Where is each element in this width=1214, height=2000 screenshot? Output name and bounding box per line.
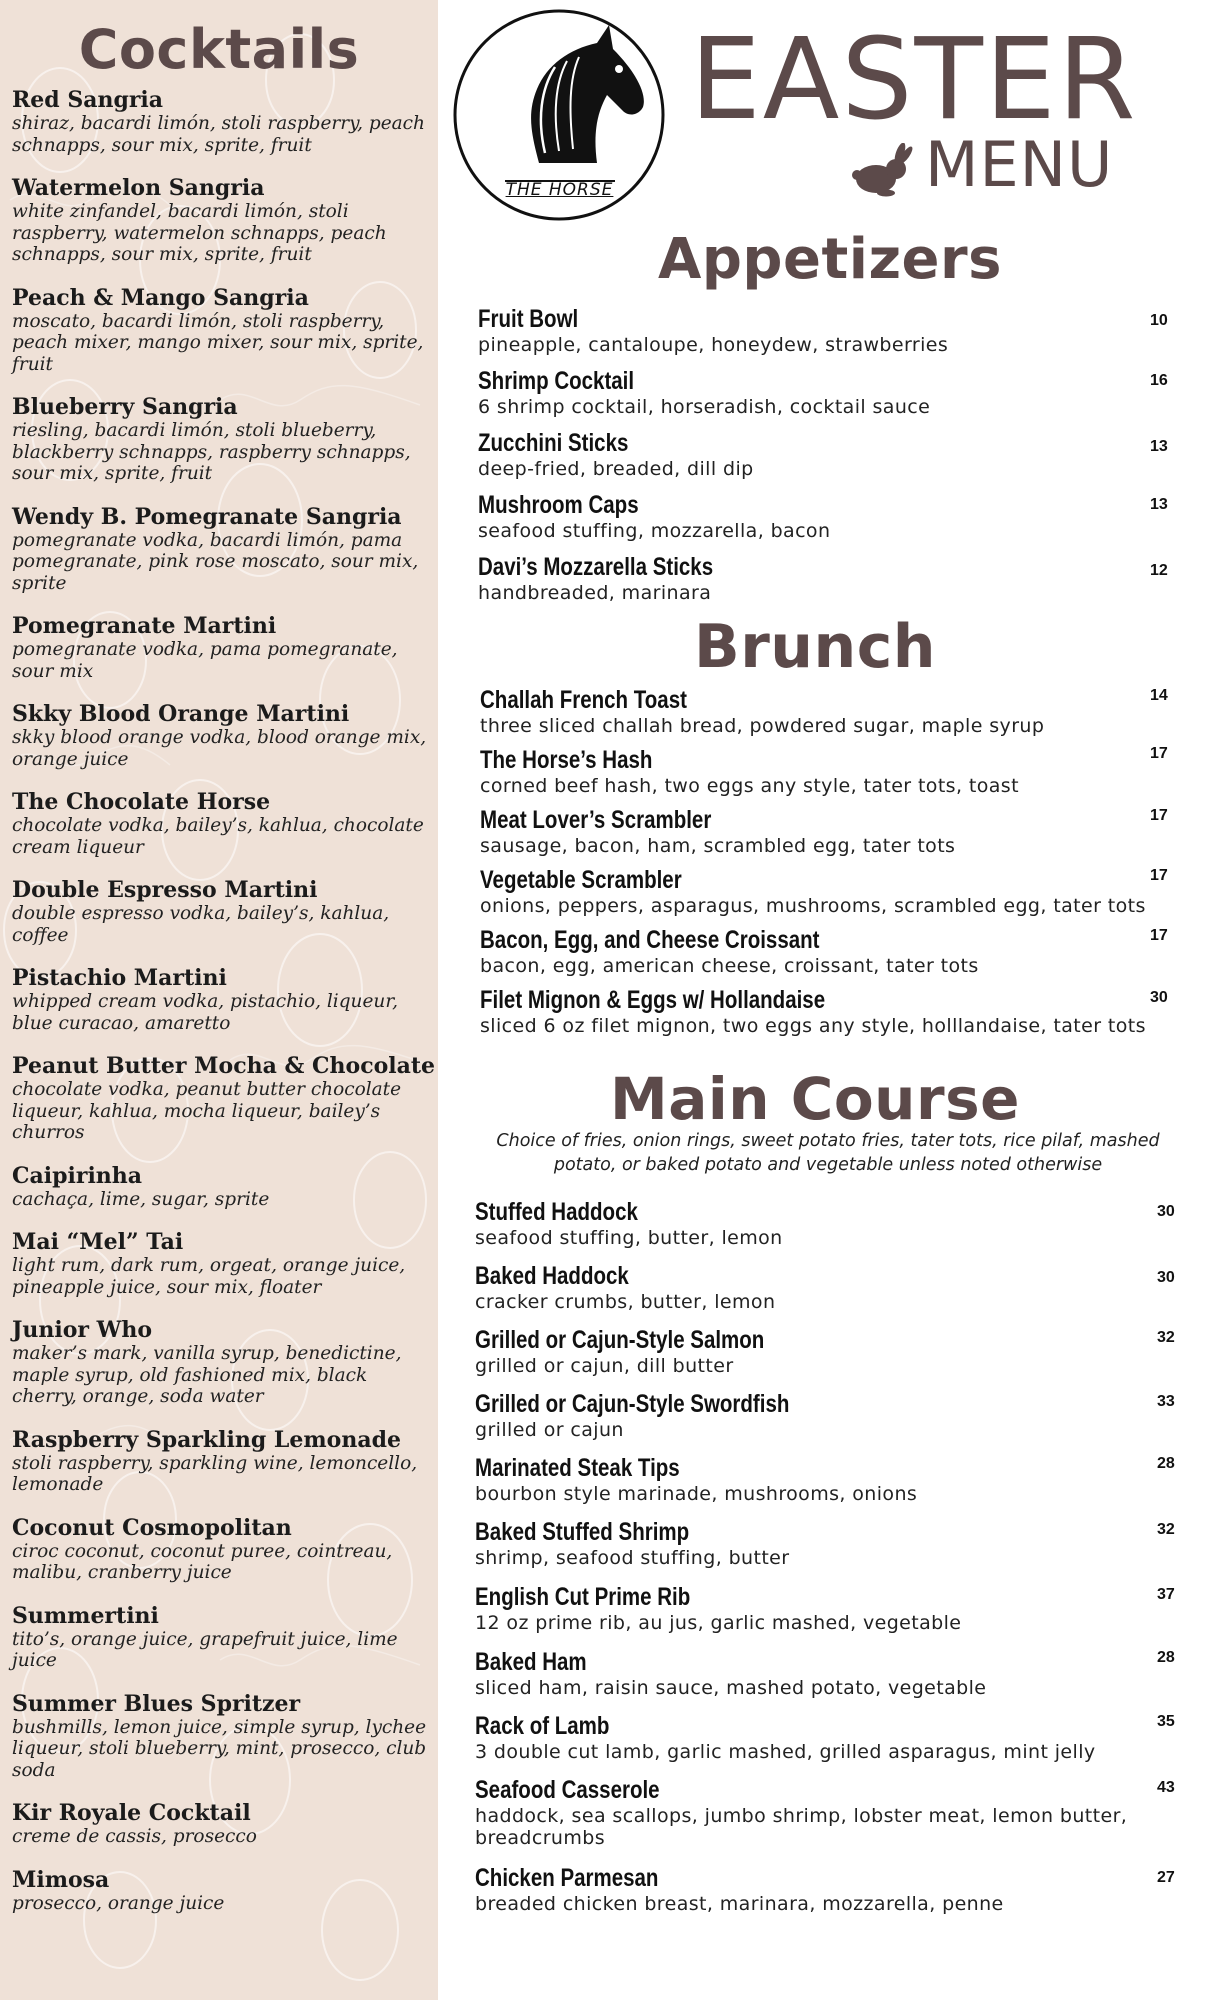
item-price: 28 bbox=[1157, 1649, 1175, 1666]
cocktail-item bbox=[12, 702, 437, 770]
cocktail-description: skky blood orange vodka, blood orange mix, orange juice bbox=[12, 727, 427, 770]
item-price: 32 bbox=[1157, 1521, 1175, 1538]
cocktails-panel bbox=[0, 0, 438, 2000]
cocktail-description: prosecco, orange juice bbox=[12, 1892, 225, 1914]
menu-item bbox=[475, 1325, 1175, 1377]
cocktail-item bbox=[12, 1054, 437, 1144]
item-name: Bacon, Egg, and Cheese Croissant bbox=[480, 926, 820, 954]
item-description: sliced ham, raisin sauce, mashed potato, vegetable bbox=[475, 1677, 987, 1699]
item-name: Grilled or Cajun-Style Salmon bbox=[475, 1326, 765, 1354]
cocktail-description: moscato, bacardi limón, stoli raspberry, peach mixer, mango mixer, sour mix, sprite, fruit bbox=[12, 310, 424, 375]
cocktail-item bbox=[12, 614, 437, 682]
cocktail-name: Raspberry Sparkling Lemonade bbox=[12, 1426, 401, 1453]
item-price: 43 bbox=[1157, 1779, 1175, 1796]
cocktail-name: Watermelon Sangria bbox=[12, 175, 265, 201]
item-description: cracker crumbs, butter, lemon bbox=[475, 1291, 776, 1313]
item-price: 17 bbox=[1150, 807, 1168, 824]
the-horse-logo bbox=[447, 3, 672, 228]
item-price: 30 bbox=[1157, 1269, 1175, 1286]
menu-item bbox=[475, 1389, 1175, 1441]
item-description: sausage, bacon, ham, scrambled egg, tater tots bbox=[480, 835, 956, 857]
item-description: three sliced challah bread, powdered sugar, maple syrup bbox=[480, 715, 1045, 737]
menu-item bbox=[475, 1582, 1175, 1634]
item-description: seafood stuffing, mozzarella, bacon bbox=[478, 520, 831, 542]
cocktail-item bbox=[12, 1428, 437, 1496]
item-description: grilled or cajun bbox=[475, 1419, 624, 1441]
item-price: 13 bbox=[1150, 438, 1168, 455]
cocktail-name: Junior Who bbox=[12, 1317, 153, 1343]
item-price: 13 bbox=[1150, 496, 1168, 513]
cocktail-description: pomegranate vodka, pama pomegranate, sour mix bbox=[12, 639, 398, 682]
item-price: 14 bbox=[1150, 687, 1168, 704]
cocktail-description: whipped cream vodka, pistachio, liqueur, blue curacao, amaretto bbox=[12, 991, 399, 1034]
item-name: Filet Mignon & Eggs w/ Hollandaise bbox=[480, 986, 826, 1014]
cocktail-name: Mai “Mel” Tai bbox=[12, 1229, 184, 1255]
item-description: seafood stuffing, butter, lemon bbox=[475, 1227, 783, 1249]
cocktail-name: Summertini bbox=[12, 1602, 159, 1629]
easter-title: EASTER bbox=[690, 15, 1138, 145]
item-name: Rack of Lamb bbox=[475, 1712, 610, 1740]
item-name: Chicken Parmesan bbox=[475, 1864, 659, 1892]
cocktail-item bbox=[12, 1692, 437, 1782]
item-description: handbreaded, marinara bbox=[478, 582, 712, 604]
item-price: 30 bbox=[1150, 989, 1168, 1006]
cocktail-name: Wendy B. Pomegranate Sangria bbox=[12, 503, 402, 530]
cocktail-description: bushmills, lemon juice, simple syrup, lychee liqueur, stoli blueberry, mint, prosecco, club soda bbox=[12, 1716, 427, 1781]
menu-item bbox=[478, 428, 1178, 480]
cocktail-name: Caipirinha bbox=[12, 1162, 143, 1189]
cocktail-item bbox=[12, 1230, 437, 1298]
item-price: 30 bbox=[1157, 1203, 1175, 1220]
cocktail-name: Pomegranate Martini bbox=[12, 613, 277, 639]
item-name: Davi’s Mozzarella Sticks bbox=[478, 553, 714, 581]
cocktail-description: stoli raspberry, sparkling wine, lemoncello, lemonade bbox=[12, 1452, 418, 1495]
main-course-heading: Main Course bbox=[610, 1065, 1020, 1133]
item-description: corned beef hash, two eggs any style, tater tots, toast bbox=[480, 775, 1019, 797]
cocktail-item bbox=[12, 1516, 437, 1584]
item-price: 12 bbox=[1150, 562, 1168, 579]
item-description: 3 double cut lamb, garlic mashed, grilled asparagus, mint jelly bbox=[475, 1741, 1096, 1763]
cocktail-item bbox=[12, 790, 437, 858]
item-price: 35 bbox=[1157, 1713, 1175, 1730]
cocktail-name: Skky Blood Orange Martini bbox=[12, 701, 350, 727]
menu-item bbox=[478, 490, 1178, 542]
menu-item bbox=[478, 366, 1178, 418]
cocktail-description: shiraz, bacardi limón, stoli raspberry, peach schnapps, sour mix, sprite, fruit bbox=[12, 113, 425, 156]
menu-item bbox=[475, 1517, 1175, 1569]
cocktail-name: Kir Royale Cocktail bbox=[12, 1800, 251, 1826]
cocktail-name: Coconut Cosmopolitan bbox=[12, 1514, 292, 1541]
item-price: 33 bbox=[1157, 1393, 1175, 1410]
cocktail-description: tito’s, orange juice, grapefruit juice, lime juice bbox=[12, 1628, 398, 1671]
menu-item bbox=[480, 685, 1180, 737]
cocktail-item bbox=[12, 286, 437, 376]
cocktail-description: pomegranate vodka, bacardi limón, pama pomegranate, pink rose moscato, sour mix, sprite bbox=[12, 529, 419, 594]
item-description: deep-fried, breaded, dill dip bbox=[478, 458, 754, 480]
item-name: Baked Haddock bbox=[475, 1262, 629, 1290]
item-name: Mushroom Caps bbox=[478, 491, 639, 519]
item-description: 12 oz prime rib, au jus, garlic mashed, vegetable bbox=[475, 1612, 962, 1634]
cocktail-description: white zinfandel, bacardi limón, stoli raspberry, watermelon schnapps, peach schnapps, sour mix, sprite, fruit bbox=[12, 201, 387, 265]
item-price: 17 bbox=[1150, 867, 1168, 884]
cocktail-item bbox=[12, 1868, 437, 1915]
menu-item bbox=[480, 925, 1180, 977]
cocktail-description: riesling, bacardi limón, stoli blueberry, blackberry schnapps, raspberry schnapps, sour mix, sprite, fruit bbox=[12, 420, 411, 484]
item-name: The Horse’s Hash bbox=[480, 746, 653, 774]
cocktail-name: Double Espresso Martini bbox=[12, 877, 318, 903]
menu-item bbox=[475, 1711, 1175, 1763]
item-name: Challah French Toast bbox=[480, 686, 687, 714]
item-description: bacon, egg, american cheese, croissant, tater tots bbox=[480, 955, 979, 977]
cocktail-description: creme de cassis, prosecco bbox=[12, 1826, 257, 1847]
cocktail-item bbox=[12, 88, 437, 156]
cocktail-name: Peanut Butter Mocha & Chocolate bbox=[12, 1053, 436, 1079]
menu-item bbox=[480, 805, 1180, 857]
menu-item bbox=[478, 304, 1178, 356]
item-name: Baked Ham bbox=[475, 1648, 587, 1676]
appetizers-heading: Appetizers bbox=[658, 227, 1002, 292]
item-description: pineapple, cantaloupe, honeydew, strawberries bbox=[478, 334, 949, 356]
cocktail-item bbox=[12, 395, 437, 485]
menu-item bbox=[475, 1453, 1175, 1505]
cocktail-name: Pistachio Martini bbox=[12, 965, 227, 991]
item-price: 27 bbox=[1157, 1869, 1175, 1886]
cocktail-list bbox=[12, 88, 437, 1934]
item-name: Fruit Bowl bbox=[478, 305, 579, 333]
item-description: shrimp, seafood stuffing, butter bbox=[475, 1547, 790, 1569]
menu-item bbox=[480, 865, 1180, 917]
item-name: English Cut Prime Rib bbox=[475, 1583, 691, 1611]
item-name: Marinated Steak Tips bbox=[475, 1454, 680, 1482]
cocktail-description: chocolate vodka, peanut butter chocolate liqueur, kahlua, mocha liqueur, bailey’s churros bbox=[12, 1079, 402, 1143]
cocktail-name: Blueberry Sangria bbox=[12, 394, 238, 420]
menu-item bbox=[475, 1197, 1175, 1249]
item-description: grilled or cajun, dill butter bbox=[475, 1355, 734, 1377]
item-price: 28 bbox=[1157, 1455, 1175, 1472]
item-price: 17 bbox=[1150, 927, 1168, 944]
cocktail-name: Peach & Mango Sangria bbox=[12, 284, 309, 311]
item-price: 10 bbox=[1150, 312, 1168, 329]
menu-item bbox=[475, 1647, 1175, 1699]
cocktail-description: double espresso vodka, bailey’s, kahlua, coffee bbox=[12, 903, 390, 946]
cocktail-description: light rum, dark rum, orgeat, orange juice, pineapple juice, sour mix, floater bbox=[12, 1255, 406, 1298]
menu-item bbox=[478, 552, 1178, 604]
logo-caption: THE HORSE bbox=[505, 180, 614, 200]
item-description: onions, peppers, asparagus, mushrooms, scrambled egg, tater tots bbox=[480, 895, 1146, 917]
item-name: Stuffed Haddock bbox=[475, 1198, 638, 1226]
cocktail-item bbox=[12, 1801, 437, 1848]
cocktail-name: Red Sangria bbox=[12, 87, 164, 113]
item-price: 37 bbox=[1157, 1586, 1175, 1603]
item-name: Seafood Casserole bbox=[475, 1776, 660, 1804]
cocktail-item bbox=[12, 176, 437, 266]
item-description: haddock, sea scallops, jumbo shrimp, lobster meat, lemon butter, breadcrumbs bbox=[475, 1805, 1128, 1849]
cocktails-title: Cocktails bbox=[78, 18, 360, 81]
brunch-heading: Brunch bbox=[693, 612, 937, 682]
main-course-note: Choice of fries, onion rings, sweet potato fries, tater tots, rice pilaf, mashed potato, or baked potato and vegetable unless noted otherwise bbox=[496, 1131, 1160, 1175]
item-name: Grilled or Cajun-Style Swordfish bbox=[475, 1390, 790, 1418]
cocktail-name: The Chocolate Horse bbox=[12, 789, 271, 815]
cocktail-description: ciroc coconut, coconut puree, cointreau, malibu, cranberry juice bbox=[12, 1540, 393, 1583]
menu-item bbox=[475, 1863, 1175, 1915]
cocktail-description: maker’s mark, vanilla syrup, benedictine, maple syrup, old fashioned mix, black cherry, orange, soda water bbox=[12, 1343, 402, 1407]
menu-item bbox=[475, 1261, 1175, 1313]
cocktail-description: chocolate vodka, bailey’s, kahlua, chocolate cream liqueur bbox=[12, 815, 424, 858]
cocktail-item bbox=[12, 505, 437, 595]
bunny-icon bbox=[852, 143, 914, 197]
item-price: 17 bbox=[1150, 745, 1168, 762]
item-name: Zucchini Sticks bbox=[478, 429, 629, 457]
item-name: Baked Stuffed Shrimp bbox=[475, 1518, 690, 1546]
menu-title: MENU bbox=[925, 128, 1114, 201]
item-name: Meat Lover’s Scrambler bbox=[480, 806, 712, 834]
cocktail-item bbox=[12, 1164, 437, 1211]
cocktail-name: Summer Blues Spritzer bbox=[12, 1690, 301, 1717]
item-description: sliced 6 oz filet mignon, two eggs any style, holllandaise, tater tots bbox=[480, 1015, 1146, 1037]
cocktail-item bbox=[12, 1604, 437, 1672]
cocktail-item bbox=[12, 966, 437, 1034]
item-description: bourbon style marinade, mushrooms, onions bbox=[475, 1483, 918, 1505]
menu-item bbox=[480, 985, 1180, 1037]
menu-item bbox=[480, 745, 1180, 797]
menu-item bbox=[475, 1775, 1175, 1849]
item-description: breaded chicken breast, marinara, mozzarella, penne bbox=[475, 1893, 1004, 1915]
cocktail-item bbox=[12, 1318, 437, 1408]
cocktail-item bbox=[12, 878, 437, 946]
item-name: Shrimp Cocktail bbox=[478, 367, 635, 395]
item-description: 6 shrimp cocktail, horseradish, cocktail sauce bbox=[478, 396, 931, 418]
cocktail-name: Mimosa bbox=[12, 1866, 110, 1893]
item-name: Vegetable Scrambler bbox=[480, 866, 682, 894]
item-price: 16 bbox=[1150, 372, 1168, 389]
item-price: 32 bbox=[1157, 1329, 1175, 1346]
cocktail-description: cachaça, lime, sugar, sprite bbox=[12, 1188, 270, 1210]
